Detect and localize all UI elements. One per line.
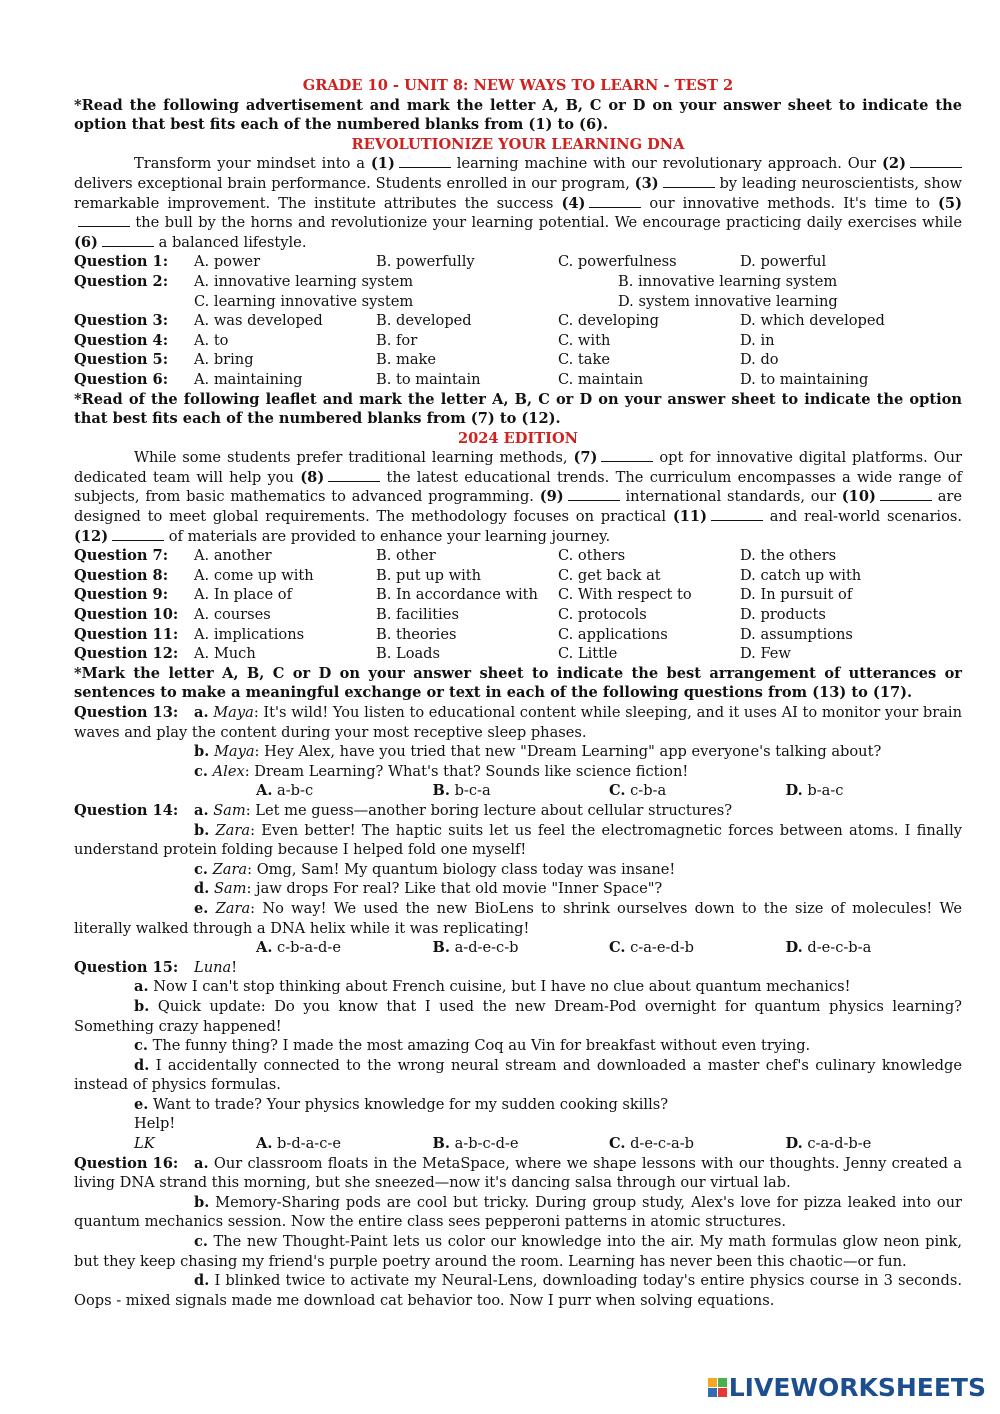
liveworksheets-logo [708,1373,986,1402]
question-15-a: a. Now I can't stop thinking about French cuisine, but I have no clue about quantum mechanics! [134,978,851,996]
section1-instruction: *Read the following advertisement and mark the letter A, B, C or D on your answer sheet to indicate the option that best fits each of the numbered blanks from (1) to (6). [74,96,962,134]
blank-2[interactable] [910,155,962,168]
answer-option[interactable]: D. c-a-d-b-e [785,1135,872,1153]
question-14-d: d. Sam: jaw drops For real? Like that old movie "Inner Space"? [194,880,663,898]
page-title: GRADE 10 - UNIT 8: NEW WAYS TO LEARN - TEST 2 [302,77,734,94]
answer-option[interactable]: D. d-e-c-b-a [785,939,872,957]
blank-1[interactable] [399,155,451,168]
question-12: Question 12: A. Much B. Loads C. Little D. Few [74,645,791,663]
blank-11[interactable] [711,508,763,521]
question-14-a: Question 14: a. Sam: Let me guess—another boring lecture about cellular structures? [74,801,733,819]
question-1: Question 1: A. power B. powerfully C. powerfulness D. powerful [74,253,827,271]
question-16-d: d. I blinked twice to activate my Neural-Lens, downloading today's entire physics course in 3 seconds. Oops - mixed signals made me download cat behavior too. Now I purr when solving equations. [74,1272,962,1309]
question-14-c: c. Zara: Omg, Sam! My quantum biology class today was insane! [194,860,676,878]
question-16-c: c. The new Thought-Paint lets us color our knowledge into the air. My math formulas glow neon pink, but they keep chasing my friend's purple poetry around the room. Learning has never been this chaotic—or fun. [74,1233,962,1270]
section2-instruction: *Read of the following leaflet and mark the letter A, B, C or D on your answer sheet to indicate the option that best fits each of the numbered blanks from (7) to (12). [74,390,962,428]
worksheet-page [74,76,962,1310]
answer-option[interactable]: A. c-b-a-d-e [256,939,341,957]
answer-option[interactable]: C. c-b-a [609,782,667,800]
question-2-row2: C. learning innovative system D. system innovative learning [194,292,838,310]
question-4: Question 4: A. to B. for C. with D. in [74,331,775,349]
question-14-e: e. Zara: No way! We used the new BioLens to shrink ourselves down to the size of molecules! We literally walked through a DNA helix while it was replicating! [74,899,962,937]
answer-option[interactable]: B. b-c-a [432,782,491,800]
question-11: Question 11: A. implications B. theories C. applications D. assumptions [74,625,853,643]
question-6: Question 6: A. maintaining B. to maintain C. maintain D. to maintaining [74,370,869,388]
question-16-a: Question 16: a. Our classroom floats in the MetaSpace, where we shape lessons with our thoughts. Jenny created a living DNA strand this morning, but she sneezed—now it's dancing salsa through our virtual lab. [74,1154,963,1192]
answer-option[interactable]: D. b-a-c [785,782,844,800]
question-10: Question 10: A. courses B. facilities C. protocols D. products [74,606,826,624]
question-15-b: b. Quick update: Do you know that I used the new Dream-Pod overnight for quantum physics learning? Something crazy happened! [74,997,963,1035]
question-15-help: Help! [134,1115,176,1133]
question-14-b: b. Zara: Even better! The haptic suits let us feel the electromagnetic forces between atoms. I finally understand protein folding because I helped fold one myself! [74,821,962,859]
question-15-c: c. The funny thing? I made the most amazing Coq au Vin for breakfast without even trying. [134,1037,811,1055]
logo-icon [708,1378,727,1397]
blank-3[interactable] [663,175,715,188]
blank-4[interactable] [589,195,641,208]
question-15-greeting: Question 15: Luna! [74,958,238,976]
blank-8[interactable] [328,469,380,482]
question-13-c: c. Alex: Dream Learning? What's that? Sounds like science fiction! [194,762,689,780]
section3-instruction: *Mark the letter A, B, C or D on your answer sheet to indicate the best arrangement of utterances or sentences to make a meaningful exchange or text in each of the following questions from (13) to (17). [74,664,962,702]
answer-option[interactable]: A. b-d-a-c-e [256,1135,341,1153]
question-15-answers: LK A. b-d-a-c-e B. a-b-c-d-e C. d-e-c-a-b D. c-a-d-b-e [74,1134,962,1154]
logo-text: LIVEWORKSHEETS [728,1373,986,1402]
question-9: Question 9: A. In place of B. In accordance with C. With respect to D. In pursuit of [74,586,853,604]
section2-passage: While some students prefer traditional learning methods, (7) opt for innovative digital platforms. Our dedicated team will help you (8) the latest educational trends. The curriculum encompasses a wide range of subjects, from basic mathematics to advanced programming. (9) international standards, our (10) are designed to meet global requirements. The methodology focuses on practical (11) and real-world scenarios. (12) of materials are provided to enhance your learning journey. [74,449,963,545]
answer-option[interactable]: C. c-a-e-d-b [609,939,695,957]
question-13-a: Question 13: a. Maya: It's wild! You listen to educational content while sleeping, and it uses AI to monitor your brain waves and play the content during your most receptive sleep phases. [74,704,963,741]
blank-10[interactable] [880,488,932,501]
answer-option[interactable]: B. a-d-e-c-b [432,939,519,957]
section1-heading: REVOLUTIONIZE YOUR LEARNING DNA [351,135,685,153]
answer-option[interactable]: B. a-b-c-d-e [432,1135,519,1153]
question-13-answers [74,781,962,801]
blank-12[interactable] [112,528,164,541]
question-5: Question 5: A. bring B. make C. take D. do [74,351,779,369]
answer-option[interactable]: A. a-b-c [256,782,314,800]
question-3: Question 3: A. was developed B. developed C. developing D. which developed [74,312,885,330]
question-15-e: e. Want to trade? Your physics knowledge for my sudden cooking skills? [134,1095,669,1113]
blank-6[interactable] [102,234,154,247]
answer-option[interactable]: C. d-e-c-a-b [609,1135,695,1153]
section2-heading: 2024 EDITION [457,429,579,447]
question-16-b: b. Memory-Sharing pods are cool but tricky. During group study, Alex's love for pizza leaked into our quantum mechanics session. Now the entire class sees pepperoni patterns in atomic structures. [74,1193,963,1231]
blank-9[interactable] [568,488,620,501]
question-7: Question 7: A. another B. other C. others D. the others [74,547,837,565]
question-14-answers [74,938,962,958]
question-8: Question 8: A. come up with B. put up with C. get back at D. catch up with [74,566,862,584]
question-13-b: b. Maya: Hey Alex, have you tried that new "Dream Learning" app everyone's talking about? [194,743,882,761]
blank-7[interactable] [601,449,653,462]
section1-passage: Transform your mindset into a (1) learning machine with our revolutionary approach. Our (2) delivers exceptional brain performance. Students enrolled in our program, (3) by leading neuroscientists, show remarkable improvement. The institute attributes the success (4) our innovative methods. It's time to (5) the bull by the horns and revolutionize your learning potential. We encourage practicing daily exercises while (6) a balanced lifestyle. [74,155,963,251]
question-15-d: d. I accidentally connected to the wrong neural stream and downloaded a master chef's culinary knowledge instead of physics formulas. [74,1056,962,1094]
question-2: Question 2: A. innovative learning system B. innovative learning system [74,272,838,290]
blank-5[interactable] [78,214,130,227]
